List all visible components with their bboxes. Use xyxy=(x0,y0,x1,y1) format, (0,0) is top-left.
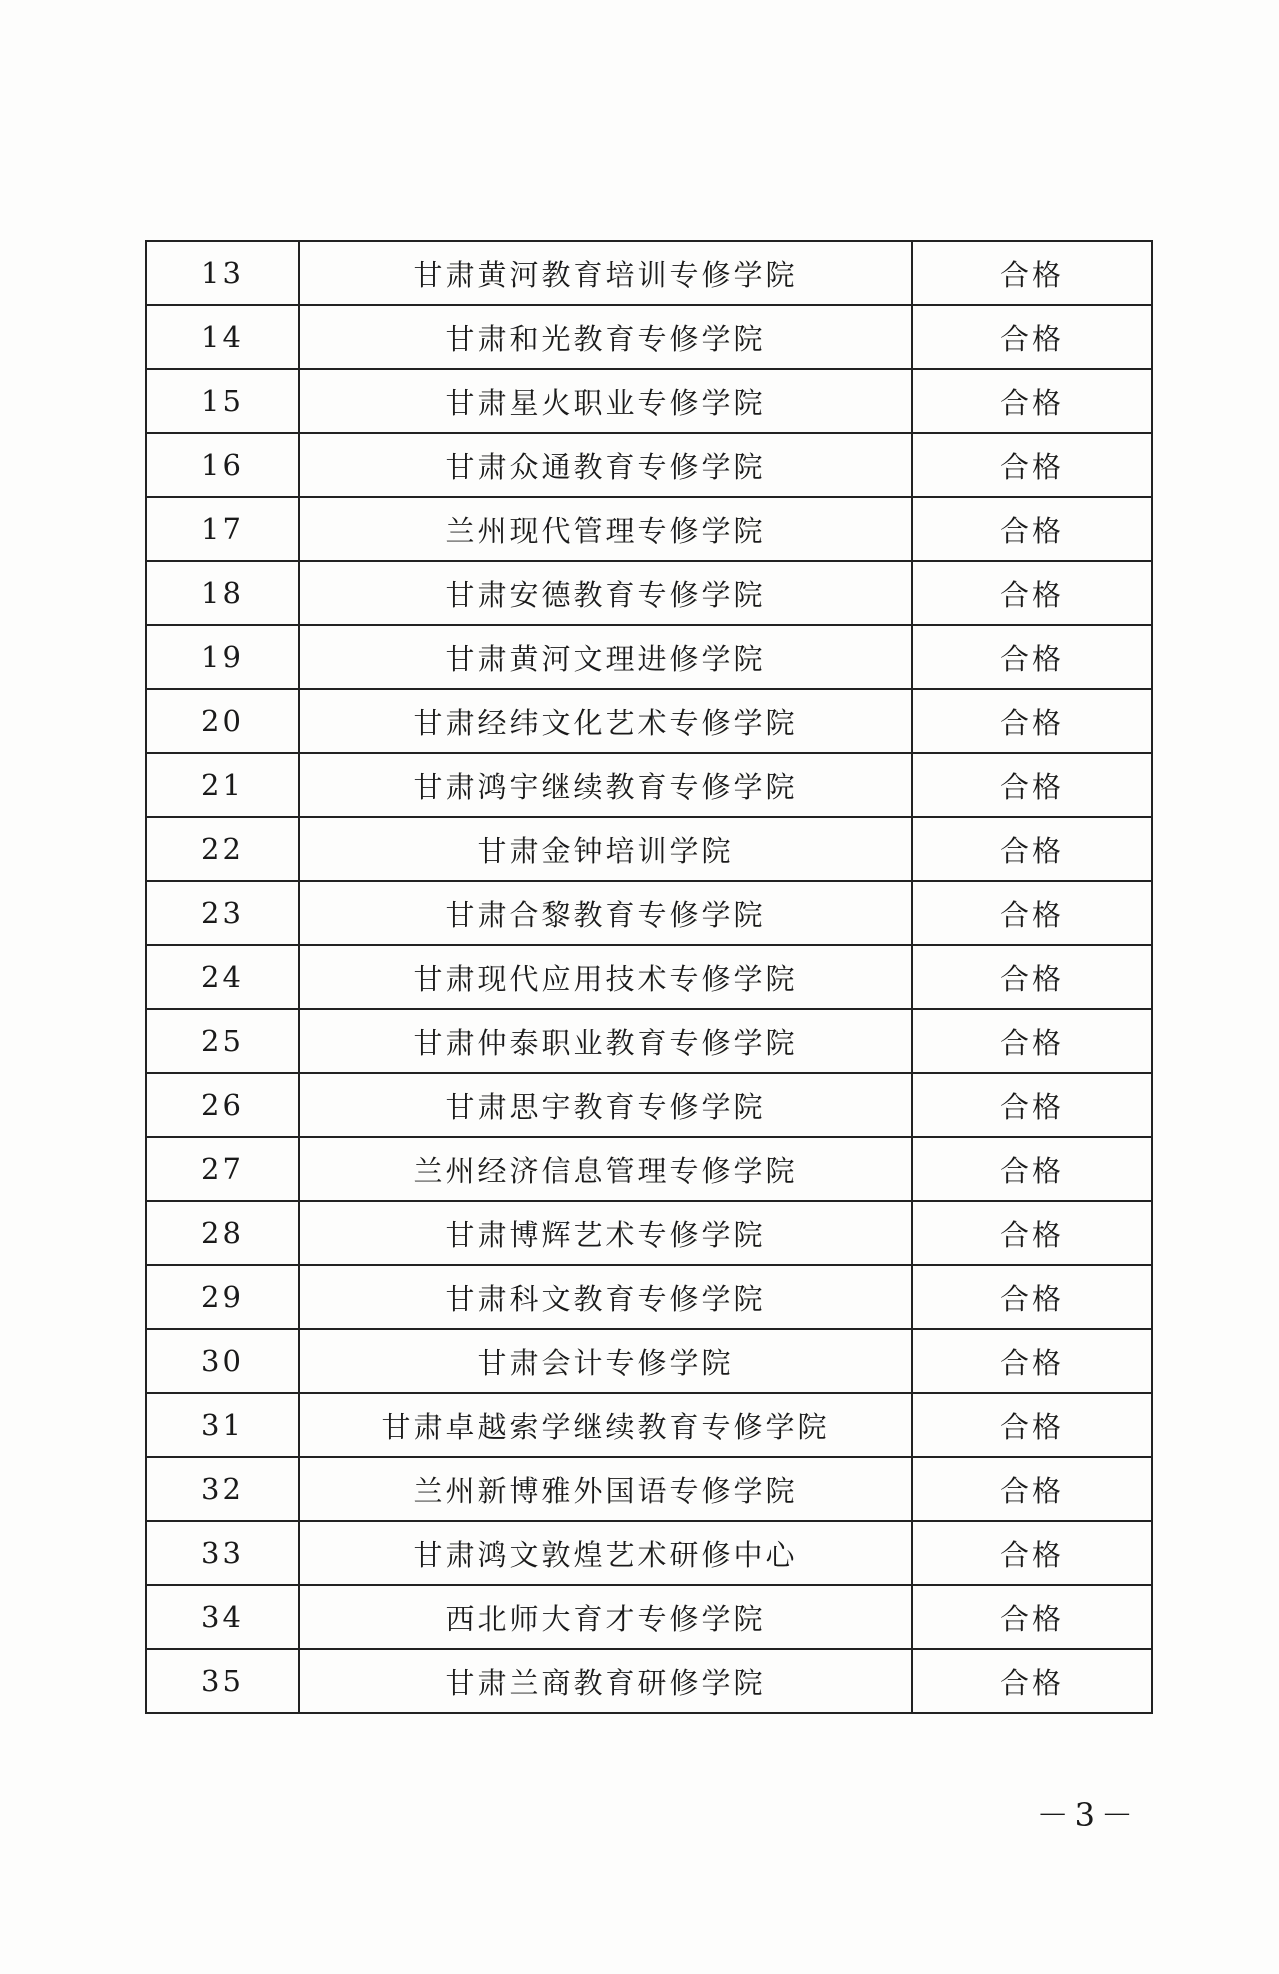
table-row xyxy=(146,817,1152,881)
table-row xyxy=(146,1393,1152,1457)
table-row xyxy=(146,1073,1152,1137)
result-cell: 合格 xyxy=(912,1521,1152,1585)
institution-name: 兰州经济信息管理专修学院 xyxy=(299,1137,912,1201)
results-table-body xyxy=(146,241,1152,1713)
result-cell: 合格 xyxy=(912,1649,1152,1713)
row-number: 29 xyxy=(146,1265,299,1329)
table-row xyxy=(146,1649,1152,1713)
row-number: 18 xyxy=(146,561,299,625)
result-cell: 合格 xyxy=(912,241,1152,305)
row-number: 16 xyxy=(146,433,299,497)
institution-name: 甘肃鸿文敦煌艺术研修中心 xyxy=(299,1521,912,1585)
table-row xyxy=(146,1265,1152,1329)
row-number: 20 xyxy=(146,689,299,753)
result-cell: 合格 xyxy=(912,945,1152,1009)
row-number: 30 xyxy=(146,1329,299,1393)
result-cell: 合格 xyxy=(912,433,1152,497)
institution-name: 甘肃仲泰职业教育专修学院 xyxy=(299,1009,912,1073)
institution-name: 甘肃兰商教育研修学院 xyxy=(299,1649,912,1713)
row-number: 35 xyxy=(146,1649,299,1713)
institution-name: 甘肃现代应用技术专修学院 xyxy=(299,945,912,1009)
institution-name: 甘肃卓越索学继续教育专修学院 xyxy=(299,1393,912,1457)
table-row xyxy=(146,945,1152,1009)
result-cell: 合格 xyxy=(912,561,1152,625)
result-cell: 合格 xyxy=(912,1073,1152,1137)
table-row xyxy=(146,1009,1152,1073)
table-row xyxy=(146,1201,1152,1265)
row-number: 17 xyxy=(146,497,299,561)
row-number: 34 xyxy=(146,1585,299,1649)
row-number: 19 xyxy=(146,625,299,689)
table-row xyxy=(146,369,1152,433)
table-row xyxy=(146,561,1152,625)
table-row xyxy=(146,1585,1152,1649)
result-cell: 合格 xyxy=(912,305,1152,369)
row-number: 14 xyxy=(146,305,299,369)
result-cell: 合格 xyxy=(912,817,1152,881)
institution-name: 甘肃经纬文化艺术专修学院 xyxy=(299,689,912,753)
result-cell: 合格 xyxy=(912,881,1152,945)
row-number: 24 xyxy=(146,945,299,1009)
result-cell: 合格 xyxy=(912,1457,1152,1521)
row-number: 13 xyxy=(146,241,299,305)
row-number: 26 xyxy=(146,1073,299,1137)
result-cell: 合格 xyxy=(912,1201,1152,1265)
result-cell: 合格 xyxy=(912,1329,1152,1393)
result-cell: 合格 xyxy=(912,689,1152,753)
row-number: 28 xyxy=(146,1201,299,1265)
result-cell: 合格 xyxy=(912,1009,1152,1073)
result-cell: 合格 xyxy=(912,369,1152,433)
table-row xyxy=(146,753,1152,817)
institution-name: 甘肃和光教育专修学院 xyxy=(299,305,912,369)
result-cell: 合格 xyxy=(912,1265,1152,1329)
row-number: 23 xyxy=(146,881,299,945)
result-cell: 合格 xyxy=(912,497,1152,561)
table-row xyxy=(146,241,1152,305)
page-number: －3－ xyxy=(1036,1796,1139,1834)
table-row xyxy=(146,305,1152,369)
results-table xyxy=(145,240,1153,1714)
institution-name: 甘肃众通教育专修学院 xyxy=(299,433,912,497)
row-number: 15 xyxy=(146,369,299,433)
institution-name: 甘肃星火职业专修学院 xyxy=(299,369,912,433)
institution-name: 甘肃鸿宇继续教育专修学院 xyxy=(299,753,912,817)
result-cell: 合格 xyxy=(912,753,1152,817)
table-row xyxy=(146,497,1152,561)
table-row xyxy=(146,625,1152,689)
institution-name: 甘肃合黎教育专修学院 xyxy=(299,881,912,945)
institution-name: 西北师大育才专修学院 xyxy=(299,1585,912,1649)
result-cell: 合格 xyxy=(912,1137,1152,1201)
row-number: 33 xyxy=(146,1521,299,1585)
institution-name: 甘肃会计专修学院 xyxy=(299,1329,912,1393)
row-number: 22 xyxy=(146,817,299,881)
result-cell: 合格 xyxy=(912,1393,1152,1457)
row-number: 21 xyxy=(146,753,299,817)
institution-name: 甘肃科文教育专修学院 xyxy=(299,1265,912,1329)
institution-name: 甘肃黄河文理进修学院 xyxy=(299,625,912,689)
institution-name: 兰州新博雅外国语专修学院 xyxy=(299,1457,912,1521)
table-row xyxy=(146,1521,1152,1585)
institution-name: 甘肃黄河教育培训专修学院 xyxy=(299,241,912,305)
table-row xyxy=(146,433,1152,497)
table-row xyxy=(146,1137,1152,1201)
table-row xyxy=(146,689,1152,753)
table-row xyxy=(146,1457,1152,1521)
result-cell: 合格 xyxy=(912,625,1152,689)
institution-name: 甘肃安德教育专修学院 xyxy=(299,561,912,625)
row-number: 25 xyxy=(146,1009,299,1073)
table-row xyxy=(146,881,1152,945)
table-row xyxy=(146,1329,1152,1393)
institution-name: 甘肃思宇教育专修学院 xyxy=(299,1073,912,1137)
result-cell: 合格 xyxy=(912,1585,1152,1649)
institution-name: 兰州现代管理专修学院 xyxy=(299,497,912,561)
institution-name: 甘肃金钟培训学院 xyxy=(299,817,912,881)
institution-name: 甘肃博辉艺术专修学院 xyxy=(299,1201,912,1265)
row-number: 31 xyxy=(146,1393,299,1457)
row-number: 27 xyxy=(146,1137,299,1201)
row-number: 32 xyxy=(146,1457,299,1521)
